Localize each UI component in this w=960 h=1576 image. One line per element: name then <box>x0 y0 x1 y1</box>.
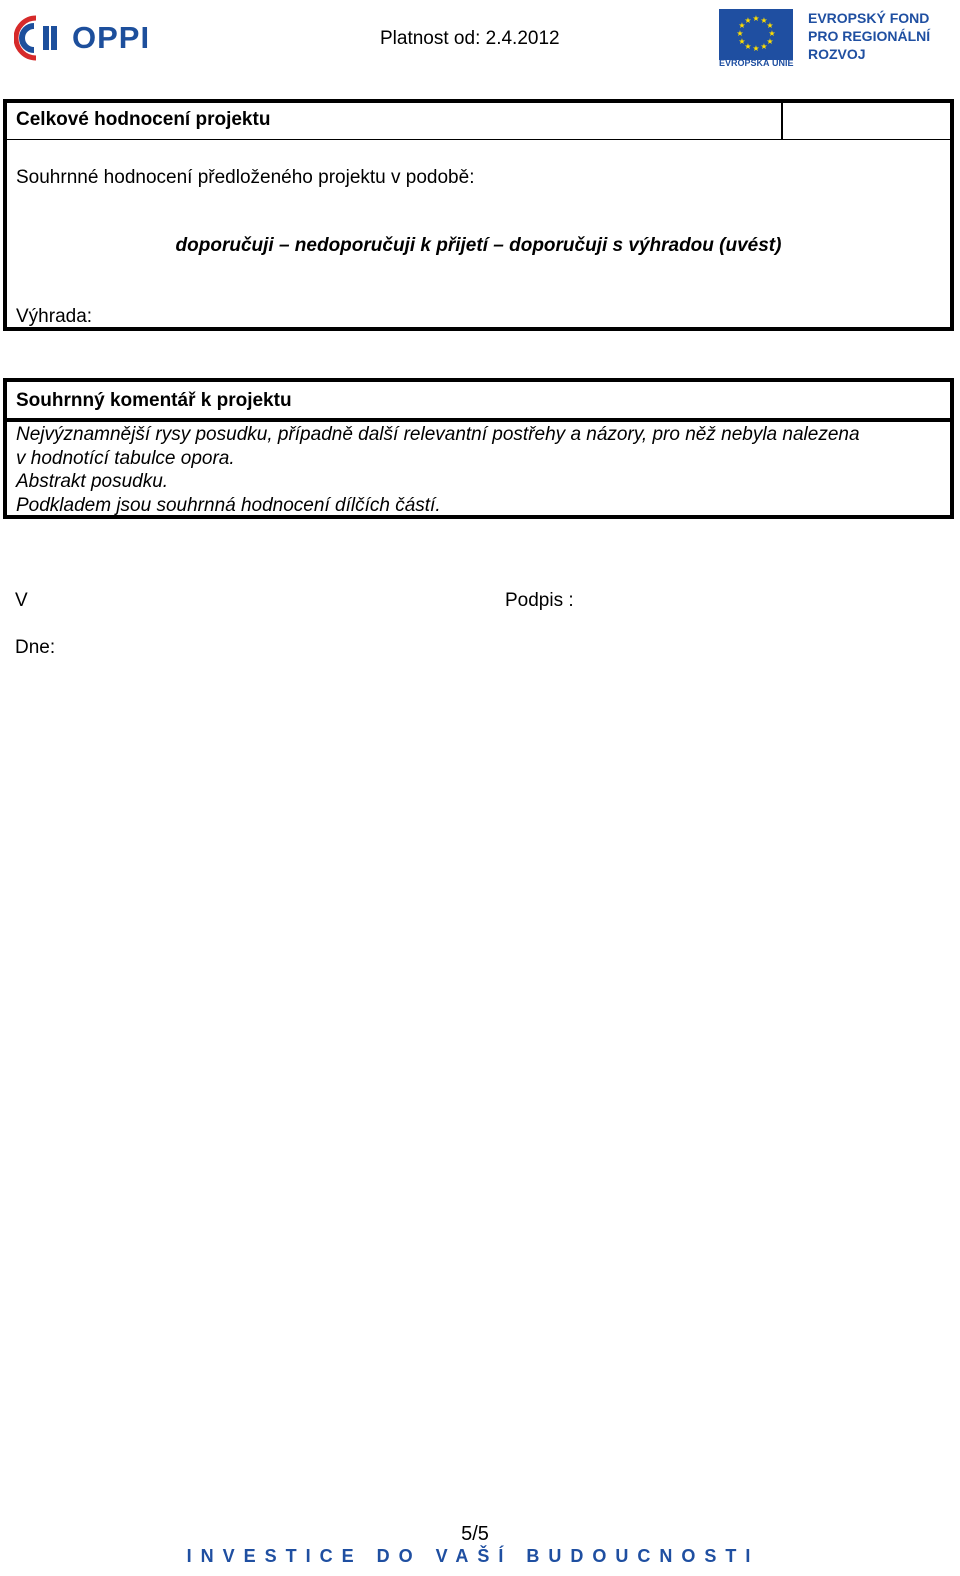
svg-text:★: ★ <box>738 37 746 46</box>
footer-slogan: INVESTICE DO VAŠÍ BUDOUCNOSTI <box>186 1546 760 1566</box>
comment-line: Abstrakt posudku. <box>16 471 169 492</box>
reservation-label: Výhrada: <box>16 306 93 327</box>
oppi-logo-text: OPPI <box>72 20 151 55</box>
summary-comment-box <box>3 378 954 519</box>
svg-text:★: ★ <box>760 42 768 51</box>
svg-text:★: ★ <box>744 16 752 25</box>
signature-label: Podpis : <box>505 590 574 611</box>
overall-evaluation-header <box>7 103 950 140</box>
svg-text:★: ★ <box>738 21 746 30</box>
svg-text:★: ★ <box>766 37 774 46</box>
erdf-text <box>808 9 930 63</box>
svg-text:★: ★ <box>752 14 760 23</box>
erdf-line: ROZVOJ <box>808 46 866 62</box>
svg-text:★: ★ <box>744 42 752 51</box>
recommendation-options: doporučuji – nedoporučuji k přijetí – doporučuji s výhradou (uvést) <box>175 235 782 256</box>
comment-line: v hodnotící tabulce opora. <box>16 447 235 469</box>
overall-evaluation-box <box>3 99 954 331</box>
erdf-line: PRO REGIONÁLNÍ <box>808 28 931 44</box>
validity-date: Platnost od: 2.4.2012 <box>380 28 560 49</box>
place-label: V <box>15 590 28 611</box>
svg-text:★: ★ <box>736 29 744 38</box>
svg-text:★: ★ <box>768 29 776 38</box>
oppi-mark-icon <box>14 14 70 62</box>
date-label: Dne: <box>15 637 56 658</box>
comment-line: Podkladem jsou souhrnná hodnocení dílčích částí. <box>16 494 441 516</box>
summary-comment-body <box>16 423 941 517</box>
svg-text:★: ★ <box>766 21 774 30</box>
score-cell <box>781 103 783 139</box>
svg-text:★: ★ <box>752 44 760 53</box>
page-number: 5/5 <box>461 1523 489 1545</box>
summary-comment-header <box>7 382 950 422</box>
page-header <box>0 0 960 80</box>
overall-evaluation-title: Celkové hodnocení projektu <box>16 109 271 130</box>
eu-caption: EVROPSKÁ UNIE <box>719 58 794 68</box>
eu-logo <box>719 9 954 71</box>
svg-text:★: ★ <box>760 16 768 25</box>
summary-comment-title: Souhrnný komentář k projektu <box>16 390 292 411</box>
summary-label: Souhrnné hodnocení předloženého projektu v podobě: <box>16 167 475 188</box>
eu-flag-icon <box>719 9 793 60</box>
erdf-line: EVROPSKÝ FOND <box>808 10 930 26</box>
oppi-logo <box>14 14 154 62</box>
comment-line: Nejvýznamnější rysy posudku, případně další relevantní postřehy a názory, pro něž nebyla nalezena <box>16 424 860 445</box>
